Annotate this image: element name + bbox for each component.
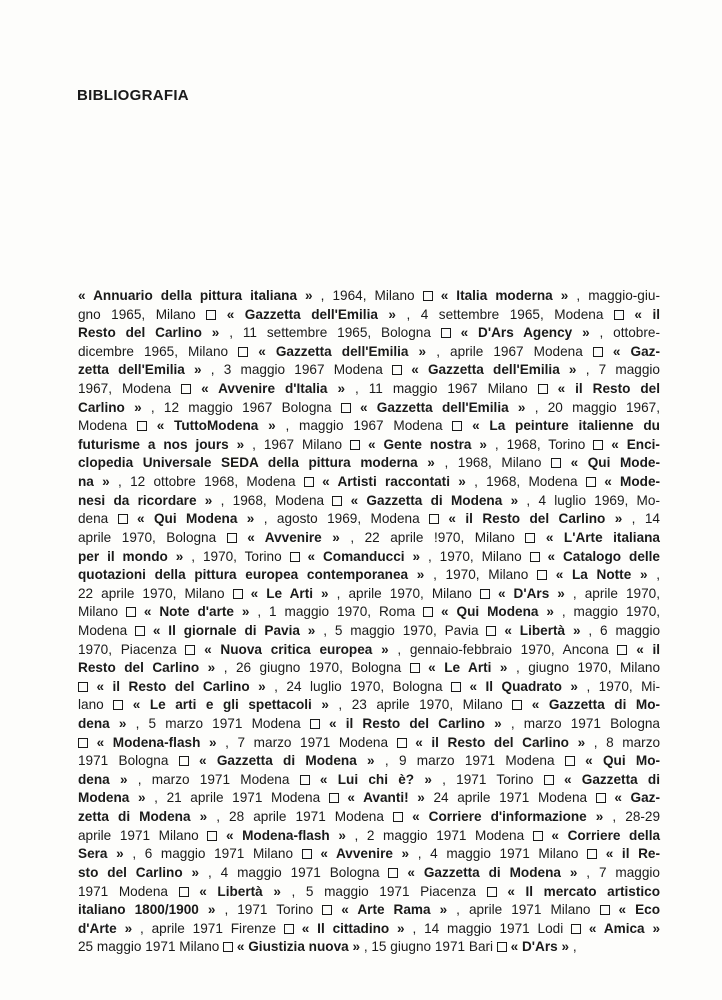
publication-details: , 1964, Milano — [320, 288, 415, 303]
publication-title: italiano 1800/1900 » — [78, 902, 216, 918]
separator-square-icon — [593, 440, 603, 450]
publication-details: , aprile 1971 Firenze — [139, 920, 277, 936]
separator-square-icon — [593, 347, 603, 357]
publication-title: « Avvenire » — [247, 529, 340, 545]
separator-square-icon — [302, 849, 312, 859]
publication-details: , 1 maggio 1970, Roma — [257, 604, 416, 620]
separator-square-icon — [392, 365, 402, 375]
publication-details: , marzo 1971 Bologna — [510, 716, 660, 732]
separator-square-icon — [135, 626, 145, 636]
publication-title: « Qui Modena » — [137, 511, 255, 527]
publication-details: Modena — [78, 418, 128, 434]
separator-square-icon — [551, 458, 561, 468]
publication-title: « Gazzetta di Mo- — [531, 697, 661, 713]
bibliography-line — [78, 566, 660, 585]
publication-title: Modena » — [78, 790, 146, 806]
separator-square-icon — [206, 310, 216, 320]
publication-title: « Annuario della pittura italiana » — [78, 288, 313, 303]
publication-details: Milano — [78, 604, 119, 620]
bibliography-line — [78, 399, 660, 418]
publication-title: « Qui Mode- — [570, 455, 660, 471]
separator-square-icon — [238, 347, 248, 357]
separator-square-icon — [538, 384, 548, 394]
separator-square-icon — [397, 738, 407, 748]
publication-title: na » — [78, 474, 110, 490]
publication-title: « il — [634, 306, 661, 322]
publication-details: , 1968, Modena — [220, 492, 325, 508]
publication-title: « Gente nostra » — [367, 436, 487, 452]
publication-details: , 22 aprile !970, Milano — [350, 529, 515, 545]
bibliography-line — [78, 361, 660, 380]
separator-square-icon — [341, 403, 351, 413]
publication-title: d'Arte » — [78, 920, 133, 936]
publication-details: , 3 maggio 1967 Modena — [210, 362, 383, 378]
separator-square-icon — [565, 756, 575, 766]
bibliography-line — [78, 548, 660, 567]
bibliography-line — [78, 678, 660, 697]
publication-title: « il Resto del Carlino » — [329, 716, 502, 732]
publication-title: « il Resto del Carlino » — [415, 734, 586, 750]
separator-square-icon — [233, 589, 243, 599]
publication-title: « La Notte » — [555, 567, 648, 583]
publication-details: , agosto 1969, Modena — [263, 511, 420, 527]
publication-title: « Le Arti » — [250, 585, 329, 601]
separator-square-icon — [78, 738, 88, 748]
publication-details: 1967, Modena — [78, 381, 172, 397]
publication-details: 25 maggio 1971 Milano — [78, 939, 220, 955]
publication-title: « Il giornale di Pavia » — [152, 622, 316, 638]
separator-square-icon — [525, 533, 535, 543]
publication-details: , maggio-giu- — [576, 288, 660, 303]
bibliography-line — [78, 864, 660, 883]
publication-details: , 1971 Torino — [442, 771, 534, 787]
separator-square-icon — [451, 682, 461, 692]
publication-details: , gennaio-febbraio 1970, Ancona — [397, 641, 609, 657]
publication-title: « Gazzetta di Modena » — [407, 864, 578, 880]
publication-details: , 1971 Torino — [224, 902, 314, 918]
separator-square-icon — [497, 942, 507, 952]
publication-title: « Artisti raccontati » — [322, 474, 466, 490]
publication-title: « Il mercato artistico — [507, 883, 661, 899]
publication-details: lano — [78, 697, 104, 713]
bibliography-line — [78, 473, 660, 492]
publication-title: quotazioni della pittura europea contemporanea » — [78, 567, 425, 583]
publication-title: « Gaz- — [612, 343, 660, 359]
separator-square-icon — [126, 607, 136, 617]
separator-square-icon — [586, 477, 596, 487]
publication-title: « Note d'arte » — [143, 604, 250, 620]
publication-details: , 7 marzo 1971 Modena — [225, 734, 389, 750]
bibliography-line — [78, 789, 660, 808]
publication-title: Sera » — [78, 846, 124, 862]
publication-details: aprile 1971 Milano — [78, 827, 199, 843]
bibliography-line — [78, 510, 660, 529]
separator-square-icon — [429, 514, 439, 524]
publication-title: « Amica » — [588, 920, 661, 936]
publication-details: 22 aprile 1970, Milano — [78, 585, 225, 601]
publication-title: Carlino » — [78, 399, 142, 415]
publication-title: « La peinture italienne du — [472, 418, 660, 434]
publication-title: « il Resto del Carlino » — [448, 511, 623, 527]
separator-square-icon — [350, 440, 360, 450]
publication-details: , 5 maggio 1970, Pavia — [323, 622, 479, 638]
bibliography-line — [78, 734, 660, 753]
publication-title: « D'Ars » — [497, 585, 565, 601]
bibliography-line — [78, 696, 660, 715]
publication-details: , 1968, Milano — [444, 455, 542, 471]
publication-details: 1970, Piacenza — [78, 641, 177, 657]
separator-square-icon — [487, 887, 497, 897]
bibliography-line — [78, 380, 660, 399]
publication-details: , 4 settembre 1965, Modena — [406, 306, 604, 322]
separator-square-icon — [78, 682, 88, 692]
publication-title: « Le arti e gli spettacoli » — [132, 697, 329, 713]
publication-details: gno 1965, Milano — [78, 306, 196, 322]
bibliography-line — [78, 771, 660, 790]
publication-details: , 23 aprile 1970, Milano — [338, 697, 503, 713]
publication-details: , 11 maggio 1967 Milano — [355, 381, 528, 397]
publication-details: , 26 giugno 1970, Bologna — [223, 660, 402, 676]
publication-title: « Gazzetta dell'Emilia » — [360, 399, 526, 415]
publication-details: , 21 aprile 1971 Modena — [154, 790, 321, 806]
publication-title: Resto del Carlino » — [78, 325, 220, 341]
publication-details: , aprile 1970, Milano — [336, 585, 472, 601]
publication-details: 24 aprile 1971 Modena — [433, 790, 588, 806]
publication-title: « Gazzetta dell'Emilia » — [411, 362, 577, 378]
bibliography-line — [78, 641, 660, 660]
separator-square-icon — [181, 384, 191, 394]
bibliography-line — [78, 920, 660, 939]
separator-square-icon — [441, 328, 451, 338]
separator-square-icon — [185, 645, 195, 655]
separator-square-icon — [486, 626, 496, 636]
publication-title: sto del Carlino » — [78, 864, 200, 880]
publication-details: , 7 maggio — [586, 864, 660, 880]
publication-title: « Avanti! » — [347, 790, 425, 806]
bibliography-line — [78, 585, 660, 604]
publication-title: dena » — [78, 716, 127, 732]
publication-details: , giugno 1970, Milano — [515, 660, 661, 676]
publication-details: , maggio 1967 Modena — [285, 418, 443, 434]
publication-details: , 12 ottobre 1968, Modena — [118, 474, 296, 490]
separator-square-icon — [571, 924, 581, 934]
publication-details: , 1967 Milano — [252, 436, 343, 452]
publication-title: zetta di Modena » — [78, 809, 208, 825]
publication-details: aprile 1970, Bologna — [78, 529, 217, 545]
publication-title: futurisme a nos jours » — [78, 436, 245, 452]
separator-square-icon — [600, 905, 610, 915]
publication-title: « Corriere d'informazione » — [412, 809, 604, 825]
bibliography-line — [78, 808, 660, 827]
separator-square-icon — [587, 849, 597, 859]
bibliography-line — [78, 659, 660, 678]
publication-title: clopedia Universale SEDA della pittura moderna » — [78, 455, 435, 471]
publication-title: per il mondo » — [78, 548, 184, 564]
publication-details: , 28 aprile 1971 Modena — [216, 809, 384, 825]
publication-details: dicembre 1965, Milano — [78, 343, 229, 359]
separator-square-icon — [544, 775, 554, 785]
publication-details: , ottobre- — [599, 325, 660, 341]
publication-title: « Corriere della — [551, 827, 661, 843]
publication-title: « Il Quadrato » — [469, 678, 578, 694]
bibliography-line — [78, 436, 660, 455]
publication-title: « Mode- — [604, 474, 661, 490]
publication-title: « Gazzetta di Modena » — [199, 753, 375, 769]
publication-title: « Libertà » — [199, 883, 281, 899]
publication-details: , 28-29 — [612, 809, 661, 825]
publication-details: , 15 giugno 1971 Bari — [363, 939, 494, 955]
publication-title: « il Re- — [605, 846, 661, 862]
separator-square-icon — [113, 700, 123, 710]
publication-title: « Lui chi è? » — [319, 771, 432, 787]
separator-square-icon — [410, 663, 420, 673]
separator-square-icon — [304, 477, 314, 487]
publication-details: , 6 maggio — [588, 622, 661, 638]
publication-details: , 4 maggio 1971 Milano — [417, 846, 579, 862]
bibliography-line — [78, 306, 660, 325]
bibliography-line — [78, 827, 660, 846]
separator-square-icon — [512, 700, 522, 710]
publication-title: « Nuova critica europea » — [204, 641, 389, 657]
publication-details: , 1970, Torino — [191, 548, 282, 564]
publication-title: « D'Ars Agency » — [460, 325, 590, 341]
separator-square-icon — [118, 514, 128, 524]
bibliography-line — [78, 324, 660, 343]
publication-details: , 20 maggio 1967, — [534, 399, 660, 415]
separator-square-icon — [393, 812, 403, 822]
bibliography-line — [78, 715, 660, 734]
publication-title: « Arte Rama » — [341, 902, 448, 918]
bibliography-line — [78, 603, 660, 622]
publication-title: « TuttoModena » — [156, 418, 276, 434]
publication-details: , 1968, Torino — [494, 436, 586, 452]
separator-square-icon — [300, 775, 310, 785]
publication-details: , marzo 1971 Modena — [137, 771, 290, 787]
separator-square-icon — [290, 552, 300, 562]
separator-square-icon — [329, 793, 339, 803]
publication-details: , 5 marzo 1971 Modena — [135, 716, 301, 732]
publication-title: « D'Ars » — [510, 939, 570, 955]
publication-title: dena » — [78, 771, 128, 787]
publication-title: « Libertà » — [504, 622, 581, 638]
separator-square-icon — [617, 645, 627, 655]
publication-title: nesi da ricordare » — [78, 492, 213, 508]
separator-square-icon — [452, 421, 462, 431]
publication-title: « il Resto del — [557, 381, 661, 397]
separator-square-icon — [332, 496, 342, 506]
bibliography-line — [78, 883, 660, 902]
bibliography-line — [78, 343, 660, 362]
publication-details: , 14 maggio 1971 Lodi — [412, 920, 564, 936]
publication-details: , 5 maggio 1971 Piacenza — [291, 883, 477, 899]
publication-title: « Enci- — [611, 436, 660, 452]
publication-title: « Gazzetta di — [563, 771, 660, 787]
publication-details: , aprile 1970, — [572, 585, 661, 601]
separator-square-icon — [423, 607, 433, 617]
publication-details: , 24 luglio 1970, Bologna — [274, 678, 443, 694]
publication-title: « Eco — [618, 902, 661, 918]
publication-title: « Il cittadino » — [301, 920, 405, 936]
publication-details: , 1970, Milano — [433, 567, 529, 583]
publication-details: , 4 luglio 1969, Mo- — [526, 492, 660, 508]
bibliography-line — [78, 845, 660, 864]
publication-title: « Qui Modena » — [441, 604, 554, 620]
publication-details: Modena — [78, 622, 128, 638]
publication-title: « Catalogo delle — [547, 548, 660, 564]
separator-square-icon — [533, 831, 543, 841]
separator-square-icon — [423, 291, 433, 301]
publication-title: zetta dell'Emilia » — [78, 362, 202, 378]
publication-title: « Italia moderna » — [440, 288, 569, 303]
page-title: BIBLIOGRAFIA — [77, 87, 189, 104]
publication-details: , 1970, Milano — [427, 548, 522, 564]
separator-square-icon — [480, 589, 490, 599]
separator-square-icon — [207, 831, 217, 841]
separator-square-icon — [223, 942, 233, 952]
publication-details: , 11 settembre 1965, Bologna — [229, 325, 431, 341]
separator-square-icon — [137, 421, 147, 431]
publication-title: « il — [636, 641, 661, 657]
publication-details: , 7 maggio — [585, 362, 660, 378]
publication-details: , aprile 1971 Milano — [456, 902, 591, 918]
bibliography-line — [78, 287, 660, 306]
publication-title: « Qui Mo- — [585, 753, 661, 769]
publication-details: 1971 Bologna — [78, 753, 169, 769]
bibliography-line — [78, 901, 660, 920]
publication-title: « Gazzetta dell'Emilia » — [258, 343, 427, 359]
bibliography-line — [78, 622, 660, 641]
separator-square-icon — [284, 924, 294, 934]
publication-details: , 6 maggio 1971 Milano — [132, 846, 294, 862]
bibliography-text — [78, 287, 661, 955]
publication-details: , — [572, 939, 577, 955]
separator-square-icon — [596, 793, 606, 803]
separator-square-icon — [227, 533, 237, 543]
bibliography-line — [78, 454, 660, 473]
publication-title: « Gazzetta dell'Emilia » — [226, 306, 396, 322]
publication-details: , aprile 1967 Modena — [436, 343, 583, 359]
publication-details: dena — [78, 511, 109, 527]
publication-title: « Le Arti » — [428, 660, 508, 676]
publication-title: « Avvenire » — [320, 846, 410, 862]
separator-square-icon — [614, 310, 624, 320]
separator-square-icon — [388, 868, 398, 878]
separator-square-icon — [322, 905, 332, 915]
publication-title: « Comanducci » — [307, 548, 421, 564]
publication-title: Resto del Carlino » — [78, 660, 216, 676]
separator-square-icon — [179, 756, 189, 766]
bibliography-line — [78, 752, 660, 771]
bibliography-line — [78, 938, 660, 957]
publication-details: , 2 maggio 1971 Modena — [354, 827, 525, 843]
publication-title: « Modena-flash » — [225, 827, 346, 843]
publication-details: 1971 Modena — [78, 883, 168, 899]
separator-square-icon — [310, 719, 320, 729]
publication-details: , maggio 1970, — [561, 604, 661, 620]
publication-details: , 4 maggio 1971 Bologna — [207, 864, 380, 880]
publication-title: « Avvenire d'Italia » — [201, 381, 346, 397]
publication-details: , 1970, Mi- — [586, 678, 661, 694]
publication-title: « Gaz- — [614, 790, 660, 806]
bibliography-line — [78, 417, 660, 436]
publication-title: « il Resto del Carlino » — [96, 678, 266, 694]
publication-details: , — [656, 567, 660, 583]
bibliography-line — [78, 492, 660, 511]
publication-title: « L'Arte italiana — [545, 529, 660, 545]
publication-details: , 8 marzo — [593, 734, 661, 750]
bibliography-line — [78, 529, 660, 548]
separator-square-icon — [537, 570, 547, 580]
publication-details: , 12 maggio 1967 Bologna — [150, 399, 332, 415]
publication-details: , 1968, Modena — [474, 474, 578, 490]
separator-square-icon — [179, 887, 189, 897]
publication-title: « Giustizia nuova » — [236, 939, 361, 955]
publication-title: « Modena-flash » — [96, 734, 217, 750]
separator-square-icon — [530, 552, 540, 562]
publication-title: « Gazzetta di Modena » — [350, 492, 519, 508]
publication-details: , 9 marzo 1971 Modena — [384, 753, 555, 769]
publication-details: , 14 — [631, 511, 660, 527]
